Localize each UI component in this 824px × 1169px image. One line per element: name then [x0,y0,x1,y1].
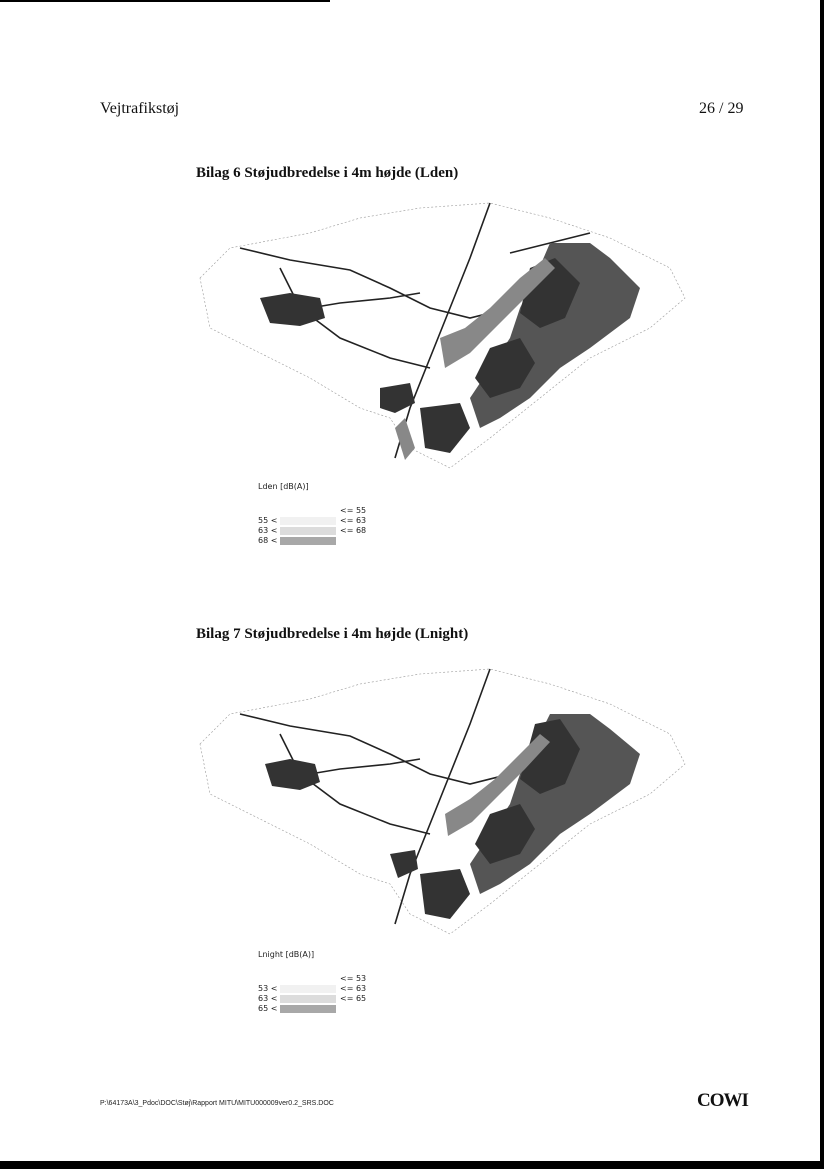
legend-row: 63 < <= 65 [258,994,367,1003]
page-frame-top [0,0,330,2]
noise-map-lnight [190,664,690,944]
legend-swatch [280,507,336,515]
page-number: 26 / 29 [699,100,744,117]
legend-row: 68 < [258,536,368,546]
legend-swatch [280,527,336,535]
legend-row: <= 53 [258,974,368,984]
legend-row: 53 < <= 63 [258,984,367,993]
running-header-title: Vejtrafikstøj [100,100,180,117]
legend-swatch [280,517,336,525]
figure-caption-lden: Bilag 6 Støjudbredelse i 4m højde (Lden) [196,165,459,181]
legend-swatch [280,975,336,983]
document-file-path: P:\64173A\3_Pdoc\DOC\Støj\Rapport MITU\MITU000009ver0.2_SRS.DOC [100,1100,334,1107]
legend-row: 55 < <= 63 [258,516,367,525]
legend-swatch [280,1005,336,1013]
legend-swatch [280,985,336,993]
figure-caption-lnight: Bilag 7 Støjudbredelse i 4m højde (Lnight) [196,626,469,642]
legend-row: 65 < [258,1004,368,1014]
page-frame-bottom [0,1161,824,1169]
legend-lnight [258,950,368,1014]
legend-title: Lden [dB(A)] [258,482,309,491]
legend-title: Lnight [dB(A)] [258,950,315,959]
page-frame-right [820,0,824,1169]
noise-map-lden [190,198,690,478]
legend-swatch [280,995,336,1003]
legend-lden [258,482,368,546]
cowi-logo: COWI [697,1090,748,1111]
legend-row: <= 55 [258,506,368,516]
legend-swatch [280,537,336,545]
legend-row: 63 < <= 68 [258,526,367,535]
